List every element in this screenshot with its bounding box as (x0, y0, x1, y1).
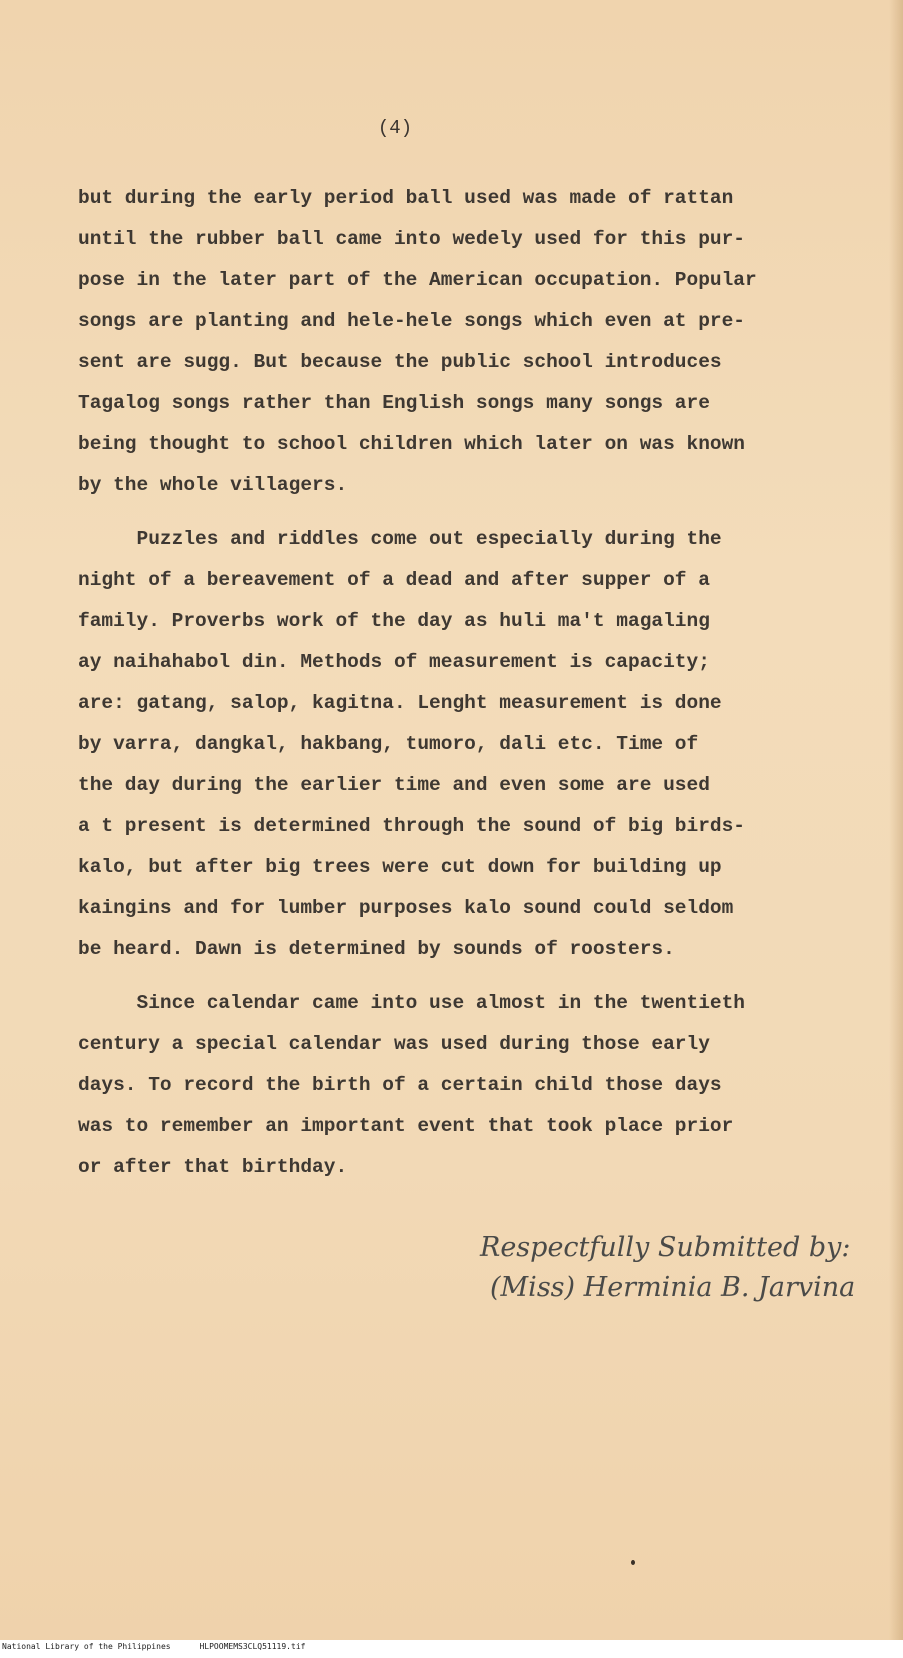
body-text (78, 178, 838, 1188)
handwritten-signature (480, 1228, 855, 1308)
paper-edge-shadow (889, 0, 903, 1640)
text-line: kaingins and for lumber purposes kalo sound could seldom (78, 897, 734, 919)
paragraph-3 (78, 983, 838, 1188)
text-line: songs are planting and hele-hele songs which even at pre- (78, 310, 746, 332)
text-line: century a special calendar was used during those early (78, 1033, 710, 1055)
signature-line-1: Respectfully Submitted by: (480, 1232, 851, 1263)
text-line: Puzzles and riddles come out especially during the (78, 528, 722, 550)
page-number: (4) (377, 117, 413, 139)
paragraph-gap (78, 506, 838, 519)
text-line: by the whole villagers. (78, 474, 348, 496)
text-line: Since calendar came into use almost in the twentieth (78, 992, 746, 1014)
text-line: the day during the earlier time and even some are used (78, 774, 710, 796)
text-line: or after that birthday. (78, 1156, 348, 1178)
scan-footer (0, 1640, 903, 1658)
text-line: being thought to school children which later on was known (78, 433, 746, 455)
footer-library (2, 1642, 305, 1651)
text-line: but during the early period ball used was made of rattan (78, 187, 734, 209)
text-line: until the rubber ball came into wedely used for this pur- (78, 228, 746, 250)
text-line: by varra, dangkal, hakbang, tumoro, dali etc. Time of (78, 733, 699, 755)
paragraph-2 (78, 519, 838, 970)
signature-line-2: (Miss) Herminia B. Jarvina (490, 1272, 856, 1303)
text-line: was to remember an important event that took place prior (78, 1115, 734, 1137)
text-line: night of a bereavement of a dead and after supper of a (78, 569, 710, 591)
text-line: be heard. Dawn is determined by sounds of roosters. (78, 938, 675, 960)
footer-library-name: National Library of the Philippines (2, 1642, 171, 1651)
paragraph-1 (78, 178, 838, 506)
text-line: family. Proverbs work of the day as huli ma't magaling (78, 610, 710, 632)
text-line: a t present is determined through the sound of big birds- (78, 815, 746, 837)
text-line: Tagalog songs rather than English songs many songs are (78, 392, 710, 414)
text-line: ay naihahabol din. Methods of measurement is capacity; (78, 651, 710, 673)
ink-speck (631, 1560, 635, 1565)
footer-file-name: HLPOOMEMS3CLQ51119.tif (199, 1642, 306, 1651)
text-line: are: gatang, salop, kagitna. Lenght measurement is done (78, 692, 722, 714)
text-line: sent are sugg. But because the public school introduces (78, 351, 722, 373)
text-line: pose in the later part of the American occupation. Popular (78, 269, 757, 291)
paragraph-gap (78, 970, 838, 983)
text-line: days. To record the birth of a certain child those days (78, 1074, 722, 1096)
text-line: kalo, but after big trees were cut down for building up (78, 856, 722, 878)
